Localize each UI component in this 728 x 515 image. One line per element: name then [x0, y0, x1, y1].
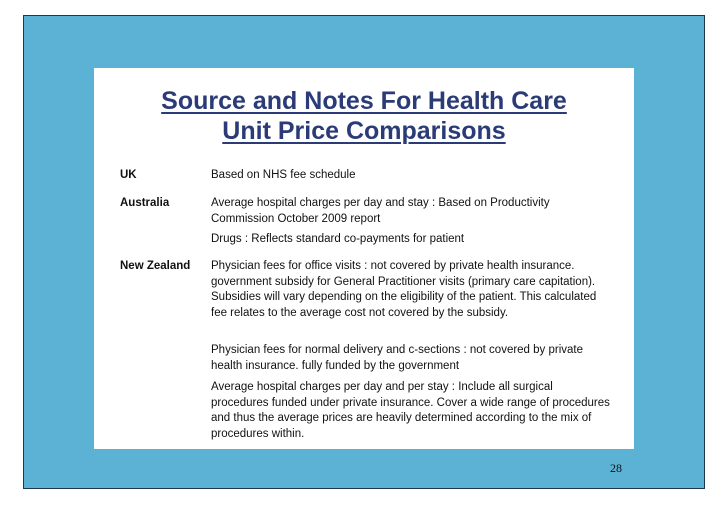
- row-text: Physician fees for normal delivery and c-sections : not covered by private health insurance. fully funded by the government: [211, 344, 584, 372]
- content-panel: [94, 68, 634, 449]
- page-number: 28: [610, 461, 622, 475]
- row-text: Average hospital charges per day and per stay : Include all surgical procedures funded under private insurance. Cover a wide range of procedures and thus the average prices are heavily determined according to the mix of procedures within.: [211, 381, 610, 440]
- slide-title: [94, 86, 634, 146]
- row-text: Average hospital charges per day and stay : Based on Productivity Commission October 2009 report: [211, 197, 550, 225]
- slide-frame: [23, 15, 705, 489]
- title-line-1: Source and Notes For Health Care: [161, 87, 567, 115]
- row-text: Drugs : Reflects standard co-payments for patient: [211, 233, 465, 245]
- row-label: New Zealand: [120, 260, 191, 272]
- title-line-2: Unit Price Comparisons: [222, 117, 506, 145]
- row-label: UK: [120, 169, 137, 181]
- row-text: Physician fees for office visits : not covered by private health insurance. government subsidy for General Practitioner visits (primary care capitation). Subsidies will vary depending on the eligibility of the patient. This calculated fee relates to the average cost not covered by the subsidy.: [211, 260, 597, 319]
- row-text: Based on NHS fee schedule: [211, 169, 356, 181]
- row-label: Australia: [120, 197, 170, 209]
